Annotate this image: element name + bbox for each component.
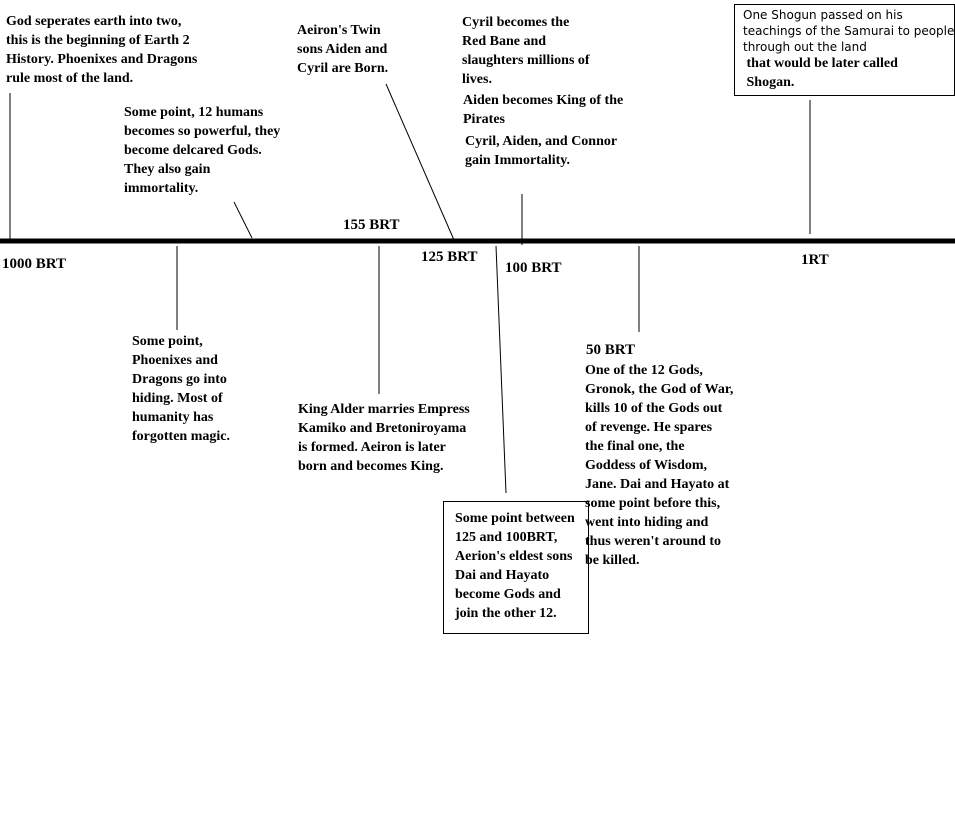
event-sons-become-gods: Some point between 125 and 100BRT, Aerion's eldest sons Dai and Hayato become Gods and join the other 12.	[455, 511, 575, 621]
tick-1rt: 1RT	[801, 252, 829, 268]
event-phoenix-hiding: Some point, Phoenixes and Dragons go into hiding. Most of humanity has forgotten magic.	[132, 334, 230, 444]
tick-50-brt: 50 BRT	[586, 342, 636, 358]
tick-155-brt: 155 BRT	[343, 217, 400, 233]
tick-1000-brt: 1000 BRT	[2, 256, 67, 272]
event-gronok-revenge: One of the 12 Gods, Gronok, the God of War, kills 10 of the Gods out of revenge. He spares the final one, the Goddess of Wisdom, Jane. Dai and Hayato at some point before this, went into hiding and thus weren't around to be killed.	[585, 363, 734, 568]
event-shogan: that would be later called Shogan.	[746, 56, 898, 90]
sons-become-gods-box	[443, 501, 589, 634]
event-red-bane: Cyril becomes the Red Bane and slaughters millions of lives.	[462, 15, 590, 87]
event-bretoniroyama: King Alder marries Empress Kamiko and Bretoniroyama is formed. Aeiron is later born and becomes King.	[298, 402, 470, 474]
event-earth-split: God seperates earth into two, this is the beginning of Earth 2 History. Phoenixes and Dragons rule most of the land.	[6, 14, 198, 86]
shogun-note-text: One Shogun passed on his teachings of the Samurai to people through out the land	[743, 8, 955, 54]
connector-sons-become-gods	[496, 246, 506, 493]
event-pirate-king: Aiden becomes King of the Pirates	[463, 93, 624, 127]
connector-gods-declared	[234, 202, 252, 238]
tick-125-brt: 125 BRT	[421, 249, 478, 265]
event-gods-declared: Some point, 12 humans becomes so powerful, they become delcared Gods. They also gain immortality.	[124, 105, 281, 196]
tick-100-brt: 100 BRT	[505, 260, 562, 276]
event-immortality: Cyril, Aiden, and Connor gain Immortality.	[465, 134, 618, 168]
shogun-note-box	[734, 4, 955, 96]
event-twins-born: Aeiron's Twin sons Aiden and Cyril are Born.	[297, 23, 389, 76]
